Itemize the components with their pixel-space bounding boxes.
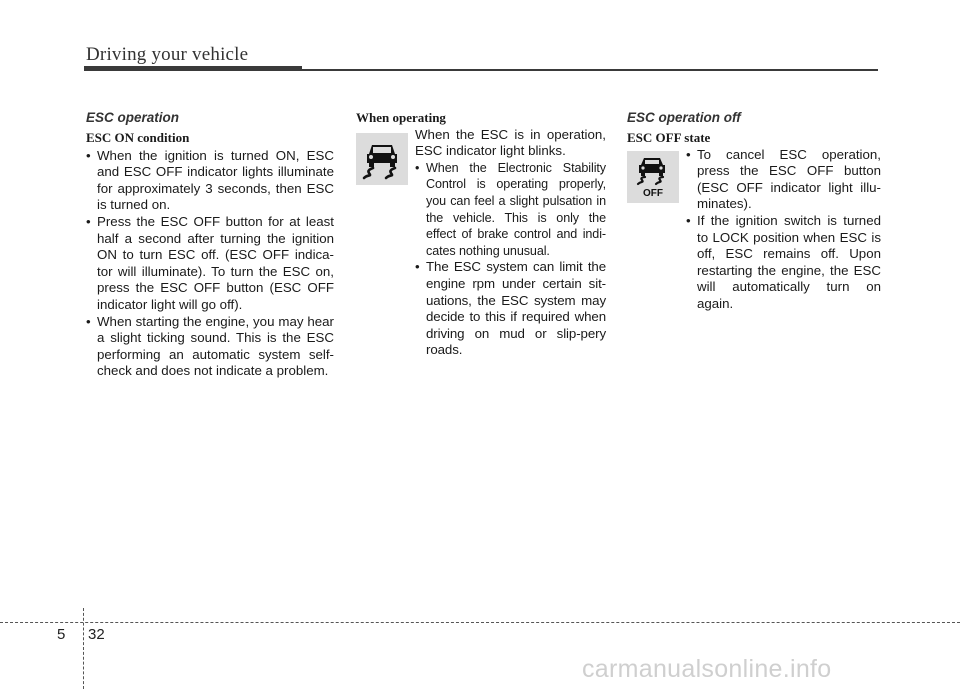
column-esc-operation-off [627, 110, 881, 313]
esc-on-bullet-list [86, 148, 334, 380]
list-item: • Press the ESC OFF button for at least half a second after turning the ignition ON to turn ESC off. (ESC OFF indica-tor will illuminate). To turn the ESC on, press the ESC OFF button (ESC OFF indicator light will go off). [86, 214, 334, 314]
esc-off-label: OFF [643, 187, 663, 199]
list-item: • The ESC system can limit the engine rpm under certain sit-uations, the ESC system may decide to this if required when driving on mud or slip-pery roads. [415, 259, 606, 359]
list-item: • When the Electronic Stability Control is operating properly, you can feel a slight pulsation in the vehicle. This is only the effect of brake control and indi-cates nothing unusual. [415, 160, 606, 260]
when-operating-bullet-list [356, 160, 606, 359]
footer-divider [0, 622, 960, 623]
page-header-title: Driving your vehicle [86, 44, 249, 65]
header-rule-thick [84, 66, 302, 71]
esc-operating-intro: When the ESC is in operation, ESC indicator light blinks. [415, 126, 606, 159]
list-item: • If the ignition switch is turned to LOCK position when ESC is off, ESC remains off. Upon restarting the engine, the ESC will automatically turn on again. [686, 213, 881, 313]
subtitle-esc-off-state: ESC OFF state [627, 130, 711, 145]
section-title-esc-operation-off: ESC operation off [627, 110, 741, 125]
header-rule-thin [302, 69, 878, 71]
list-item: • When the ignition is turned ON, ESC and ESC OFF indicator lights illuminate for approximately 3 seconds, then ESC is turned on. [86, 148, 334, 214]
subtitle-esc-on-condition: ESC ON condition [86, 130, 190, 145]
list-item: • To cancel ESC operation, press the ESC OFF button (ESC OFF indicator light illu-minates). [686, 147, 881, 213]
esc-indicator-icon [356, 133, 408, 185]
section-title-esc-operation: ESC operation [86, 110, 180, 125]
watermark: carmanualsonline.info [582, 655, 832, 683]
column-when-operating [356, 110, 606, 359]
esc-off-indicator-icon [627, 151, 679, 203]
page-number: 32 [88, 626, 105, 643]
list-item: • When starting the engine, you may hear a slight ticking sound. This is the ESC performing an automatic system self-check and does not indicate a problem. [86, 314, 334, 380]
chapter-number: 5 [57, 626, 66, 643]
footer-vertical-divider [83, 608, 84, 689]
column-esc-operation [86, 110, 334, 380]
subtitle-when-operating: When operating [356, 110, 446, 125]
